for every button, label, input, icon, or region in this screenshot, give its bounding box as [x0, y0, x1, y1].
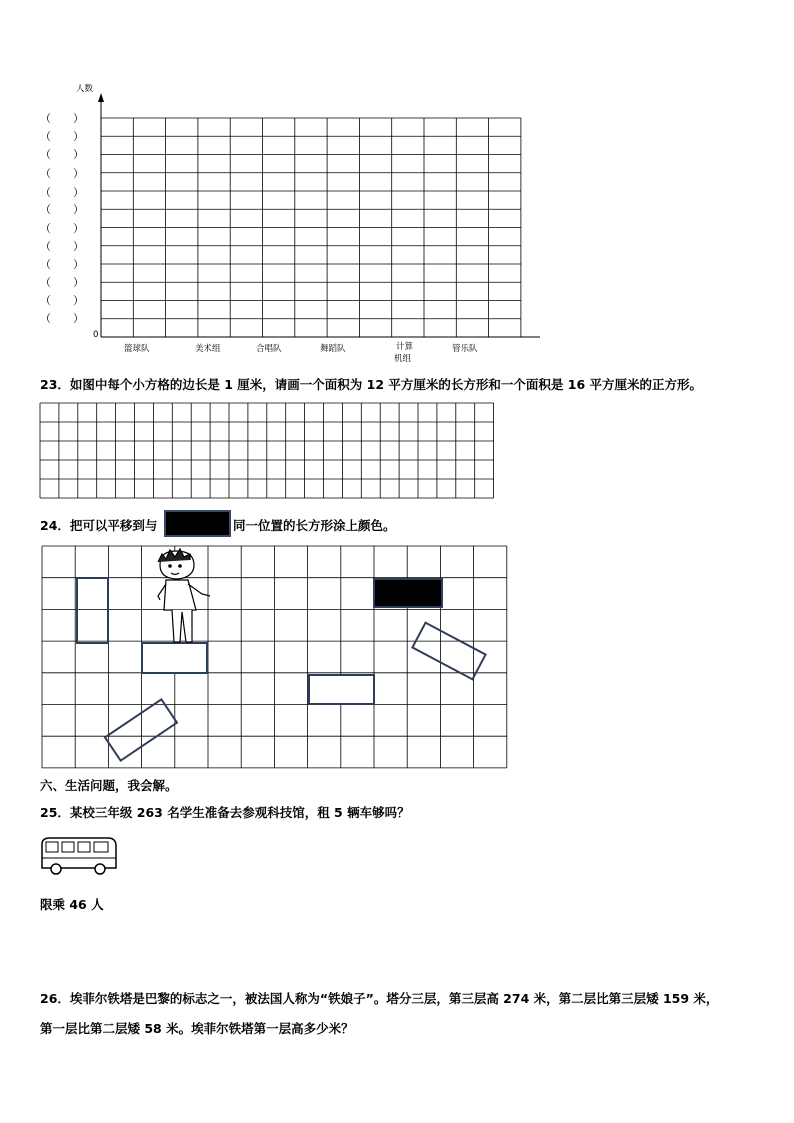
y-tick-blank: （ ） [40, 276, 84, 289]
y-tick-blank: （ ） [40, 222, 84, 235]
rect-horizontal-1 [142, 643, 207, 673]
category-label: 机组 [394, 354, 412, 364]
question-26-line1: 26．埃菲尔铁塔是巴黎的标志之一，被法国人称为“铁娘子”。塔分三层，第三层高 274 米，第二层比第三层矮 159 米， [40, 991, 719, 1006]
y-tick-blank: （ ） [40, 240, 84, 253]
category-label: 合唱队 [256, 344, 282, 354]
category-label: 美术组 [195, 344, 221, 354]
y-tick-blank: （ ） [40, 258, 84, 271]
bus-icon [38, 836, 118, 878]
rect-vertical [77, 578, 108, 643]
y-axis-label: 人数 [76, 84, 94, 94]
y-tick-blank: （ ） [40, 112, 84, 125]
y-tick-blank: （ ） [40, 294, 84, 307]
question-23: 23．如图中每个小方格的边长是 1 厘米，请画一个面积为 12 平方厘米的长方形和一个面积是 16 平方厘米的正方形。 [40, 377, 702, 392]
question-25: 25．某校三年级 263 名学生准备去参观科技馆，租 5 辆车够吗？ [40, 805, 410, 820]
category-label: 管乐队 [452, 344, 478, 354]
rect-tilted-right [412, 623, 485, 680]
y-tick-blank: （ ） [40, 130, 84, 143]
y-tick-blank: （ ） [40, 203, 84, 216]
category-label: 计算 [396, 342, 414, 352]
category-label: 舞蹈队 [320, 344, 346, 354]
origin-label: 0 [93, 330, 99, 340]
question-26-line2: 第一层比第二层矮 58 米。埃菲尔铁塔第一层高多少米？ [40, 1021, 354, 1036]
question-24-part2: 同一位置的长方形涂上颜色。 [233, 518, 396, 533]
boy-figure [158, 549, 210, 642]
rect-horizontal-2 [309, 675, 374, 704]
y-tick-blank: （ ） [40, 312, 84, 325]
category-label: 篮球队 [124, 344, 150, 354]
rect-target-filled [374, 579, 442, 607]
y-tick-blank: （ ） [40, 167, 84, 180]
question-24-part1: 24．把可以平移到与 [40, 518, 158, 533]
section-6-title: 六、生活问题，我会解。 [40, 778, 178, 793]
rect-tilted-left [105, 699, 177, 760]
y-tick-blank: （ ） [40, 148, 84, 161]
bus-capacity-caption: 限乘 46 人 [40, 897, 104, 912]
y-tick-blank: （ ） [40, 186, 84, 199]
